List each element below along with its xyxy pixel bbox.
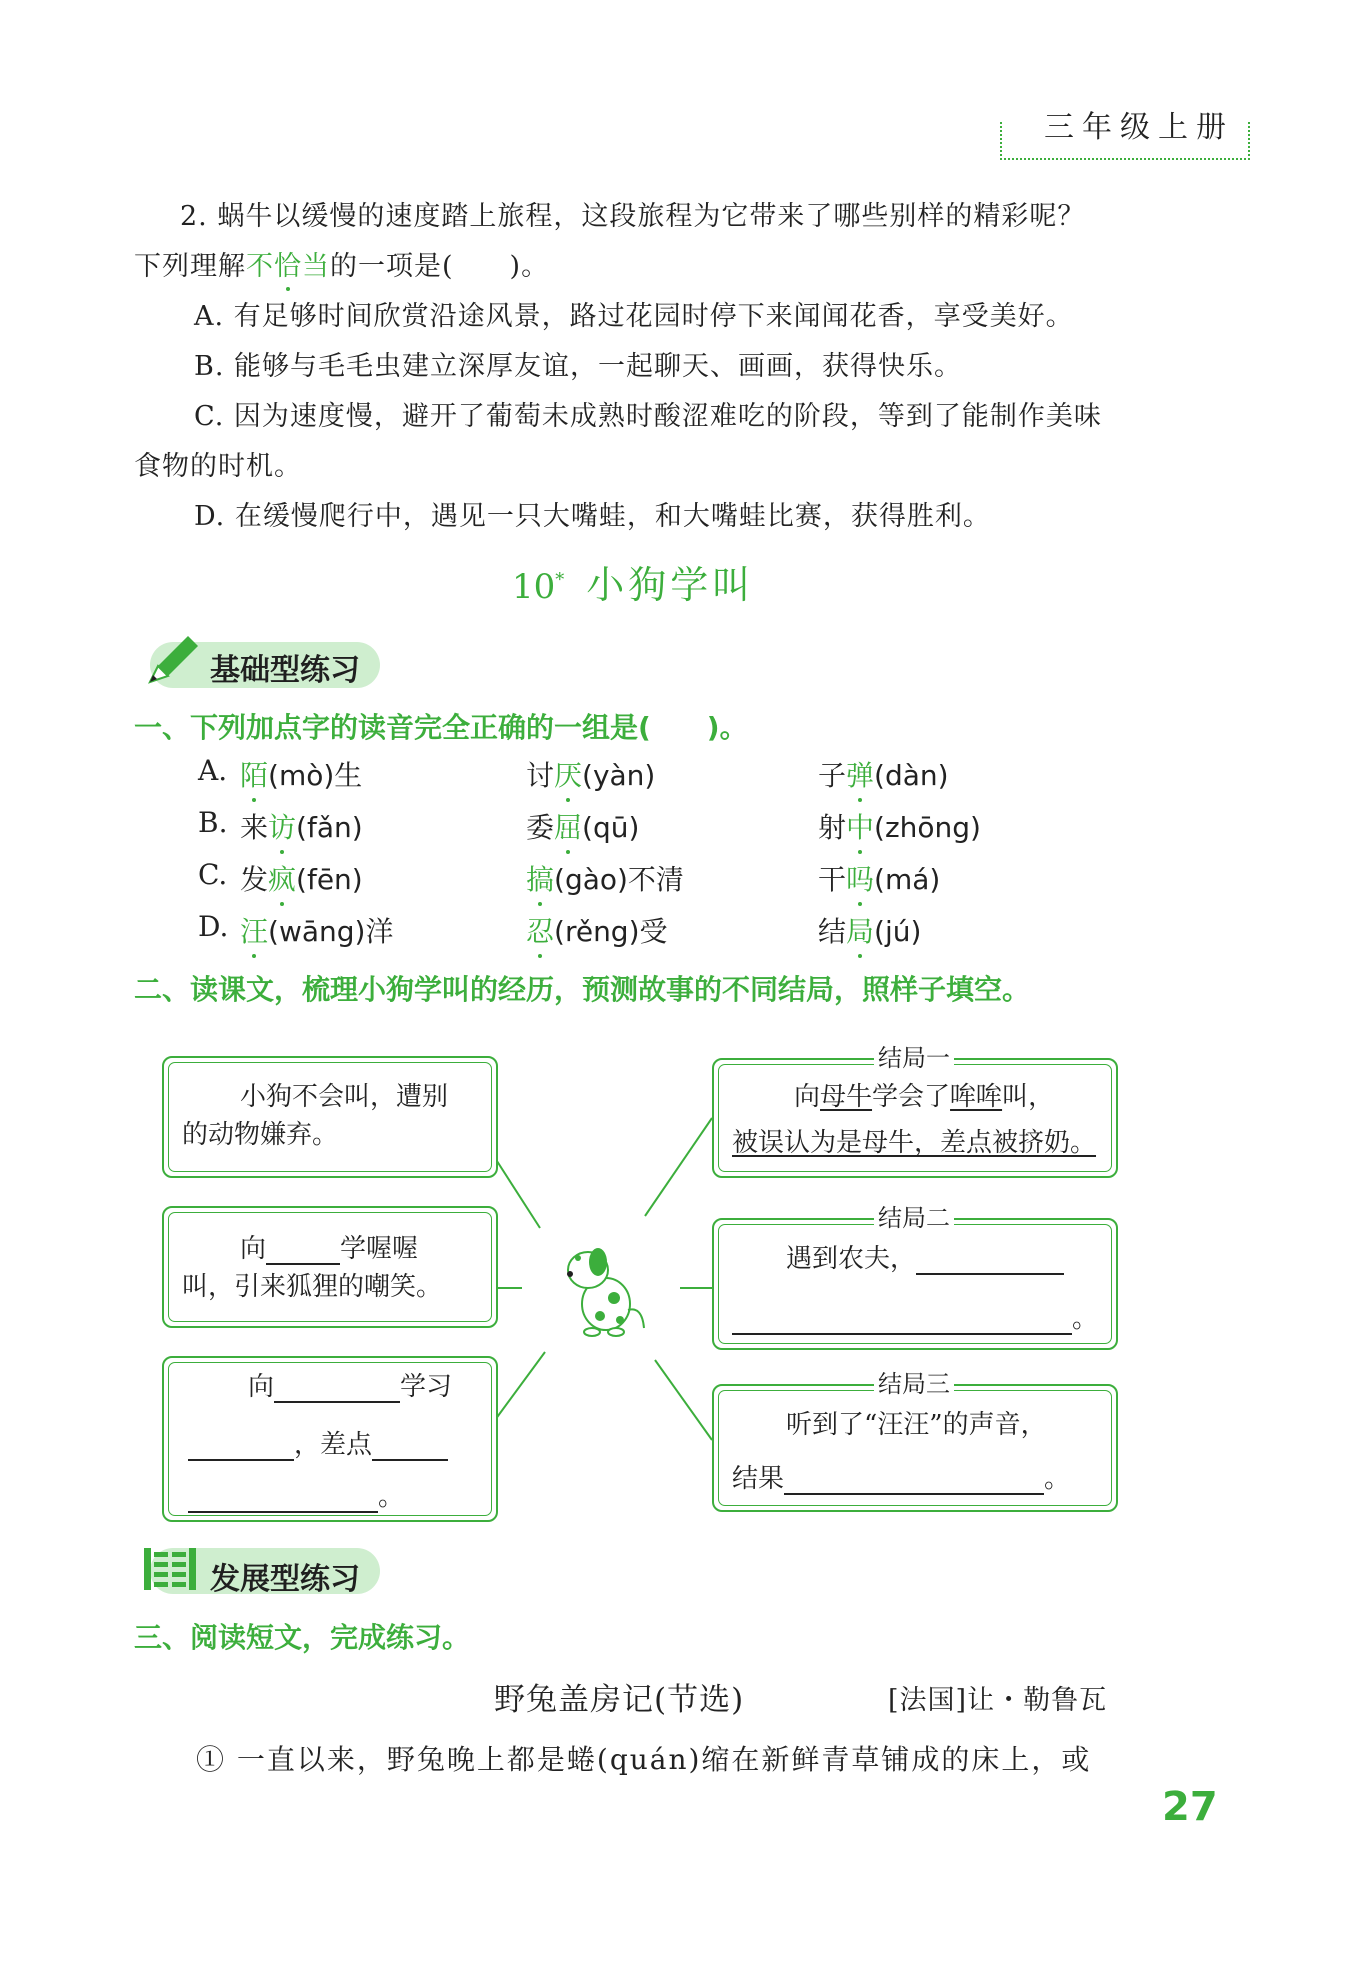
left-box-1-line1: 小狗不会叫，遭别 [240, 1082, 449, 1112]
s1-pinyin: (dàn) [874, 759, 949, 792]
ending-2-line2 [732, 1298, 1098, 1335]
s1-option-label: D. [198, 910, 229, 943]
left-box-1-line2: 的动物嫌弃。 [182, 1120, 339, 1150]
left-box-2-line2: 叫，引来狐狸的嘲笑。 [182, 1272, 443, 1302]
s1-dotted-char: 疯 [268, 858, 296, 898]
s1-option-label: A. [198, 754, 228, 787]
article-paragraph-1: ① 一直以来，野兔晚上都是蜷(quán)缩在新鲜青草铺成的床上，或 [196, 1743, 1092, 1776]
article-author: [法国]让・勒鲁瓦 [888, 1685, 1108, 1716]
left-box-3-post: 学习 [400, 1372, 453, 1402]
s1-pinyin: (rěng)受 [554, 915, 668, 948]
basic-badge-label: 基础型练习 [210, 653, 360, 688]
s1-pinyin: (fǎn) [296, 811, 363, 844]
s1-dotted-char: 中 [846, 806, 874, 846]
ending-3-end: 。 [1044, 1464, 1071, 1494]
s1-pinyin: (qū) [582, 811, 640, 844]
book-icon [140, 1544, 198, 1594]
s1-pinyin: (fēn) [296, 863, 363, 896]
q2-option-c2: 食物的时机。 [134, 451, 302, 482]
s1-dotted-char: 弹 [846, 754, 874, 794]
s1-dotted-char: 陌 [240, 754, 268, 794]
ending-2-text: 遇到农夫， [786, 1244, 917, 1274]
s1-option-label: C. [198, 858, 228, 891]
s1-prefix: 结 [818, 915, 847, 948]
left-box-3-line3 [188, 1476, 404, 1513]
s1-prefix: 子 [818, 759, 847, 792]
develop-badge-label: 发展型练习 [210, 1562, 360, 1597]
q2-emphasis-text: 不恰当 [246, 244, 330, 283]
s1-dotted-char: 访 [268, 806, 296, 846]
left-box-3-blank4[interactable] [188, 1485, 378, 1513]
s2-title: 二、读课文，梳理小狗学叫的经历，预测故事的不同结局，照样子填空。 [134, 973, 1031, 1006]
s1-pinyin: (mò)生 [268, 759, 363, 792]
s1-dotted-char: 搞 [526, 858, 554, 898]
s1-pinyin: (yàn) [582, 759, 656, 792]
ending-3-label: 结局三 [874, 1364, 954, 1399]
left-box-3-end: 。 [378, 1482, 405, 1512]
ending-1-part-b: 母牛 [820, 1082, 873, 1112]
s1-prefix: 讨 [526, 759, 555, 792]
left-box-3-blank3[interactable] [372, 1433, 448, 1461]
s1-dotted-char: 吗 [846, 858, 874, 898]
s1-prefix: 射 [818, 811, 847, 844]
q2-option-c1: C. 因为速度慢，避开了葡萄未成熟时酸涩难吃的阶段，等到了能制作美味 [194, 401, 1102, 432]
left-box-3-blank1[interactable] [274, 1375, 400, 1403]
lesson-number: 10 [512, 567, 556, 607]
s1-option-label: B. [198, 806, 228, 839]
s1-pinyin: (gào)不清 [554, 863, 684, 896]
s1-prefix: 委 [526, 811, 555, 844]
left-box-3-line2 [188, 1424, 448, 1461]
s1-dotted-char: 忍 [526, 910, 554, 950]
left-box-3-pre: 向 [248, 1372, 275, 1402]
ending-3-line1: 听到了“汪汪”的声音， [786, 1410, 1047, 1440]
s1-pinyin: (jú) [874, 915, 922, 948]
ending-3-blank[interactable] [784, 1467, 1044, 1495]
s1-prefix: 来 [240, 811, 269, 844]
q2-option-d: D. 在缓慢爬行中，遇见一只大嘴蛙，和大嘴蛙比赛，获得胜利。 [194, 501, 991, 532]
ending-3-line2 [732, 1458, 1070, 1495]
ending-3-result: 结果 [732, 1464, 785, 1494]
s1-dotted-char: 屈 [554, 806, 582, 846]
grade-title: 三年级上册 [1038, 102, 1234, 146]
s1-title: 一、下列加点字的读音完全正确的一组是( )。 [134, 711, 748, 744]
q2-option-a: A. 有足够时间欣赏沿途风景，路过花园时停下来闻闻花香，享受美好。 [194, 301, 1074, 332]
left-box-3-blank2[interactable] [188, 1433, 294, 1461]
s1-prefix: 发 [240, 863, 269, 896]
s1-dotted-char: 局 [846, 910, 874, 950]
q2-line2-post: 的一项是( )。 [330, 251, 550, 282]
s3-title: 三、阅读短文，完成练习。 [134, 1621, 471, 1654]
ending-2-line1 [786, 1238, 1064, 1275]
q2-option-b: B. 能够与毛毛虫建立深厚友谊，一起聊天、画画，获得快乐。 [194, 351, 963, 382]
ending-2-blank2[interactable] [732, 1307, 1072, 1335]
puppy-icon [558, 1240, 648, 1340]
ending-1-label: 结局一 [874, 1038, 954, 1073]
ending-1-part-d: 哞哞 [950, 1082, 1003, 1112]
s1-dotted-char: 汪 [240, 910, 268, 950]
s1-prefix: 干 [818, 863, 847, 896]
left-box-3-mid: ，差点 [294, 1430, 373, 1460]
q2-line2-pre: 下列理解 [134, 251, 246, 282]
s1-pinyin: (má) [874, 863, 941, 896]
ending-2-blank1[interactable] [916, 1247, 1064, 1275]
article-title: 野兔盖房记(节选) [494, 1682, 745, 1718]
s1-pinyin: (zhōng) [874, 811, 981, 844]
ending-1-line1 [794, 1076, 1054, 1113]
s1-pinyin: (wāng)洋 [268, 915, 394, 948]
ending-1-line2: 被误认为是母牛，差点被挤奶。 [732, 1128, 1097, 1158]
ending-2-label: 结局二 [874, 1198, 954, 1233]
left-box-2-post: 学喔喔 [340, 1234, 419, 1264]
ending-1-part-a: 向 [794, 1082, 821, 1112]
ending-2-end: 。 [1072, 1304, 1099, 1334]
page-number: 27 [1162, 1784, 1218, 1830]
left-box-2-pre: 向 [240, 1234, 267, 1264]
ending-1-part-c: 学会了 [872, 1082, 951, 1112]
ending-1-part-e: 叫， [1002, 1082, 1055, 1112]
q2-line1: 2. 蜗牛以缓慢的速度踏上旅程，这段旅程为它带来了哪些别样的精彩呢？ [180, 201, 1086, 232]
lesson-name: 小狗学叫 [586, 563, 755, 607]
s1-dotted-char: 厌 [554, 754, 582, 794]
left-box-2-line1 [240, 1228, 418, 1265]
left-box-2-blank[interactable] [266, 1237, 340, 1265]
left-box-3-line1 [248, 1366, 452, 1403]
lesson-mark: * [555, 569, 565, 591]
